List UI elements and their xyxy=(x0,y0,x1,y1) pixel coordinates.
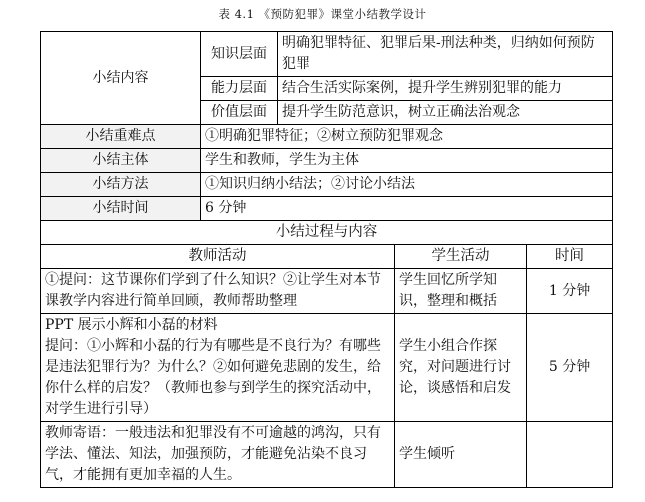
info-value: ①明确犯罪特征；②树立预防犯罪观念 xyxy=(201,125,613,149)
activity-time: 1 分钟 xyxy=(527,269,613,314)
info-label: 小结时间 xyxy=(41,197,201,221)
info-value: 6 分钟 xyxy=(201,197,613,221)
student-activity: 学生倾听 xyxy=(395,422,527,488)
knowledge-row xyxy=(41,32,613,77)
level-label: 价值层面 xyxy=(201,101,278,125)
teacher-activity xyxy=(41,314,395,422)
info-row xyxy=(41,149,613,173)
student-activity-header: 学生活动 xyxy=(395,245,527,269)
student-activity: 学生回忆所学知识，整理和概括 xyxy=(395,269,527,314)
info-value: ①知识归纳小结法；②讨论小结法 xyxy=(201,173,613,197)
info-value: 学生和教师，学生为主体 xyxy=(201,149,613,173)
process-title: 小结过程与内容 xyxy=(41,221,613,245)
table-caption: 表 4.1 《预防犯罪》课堂小结教学设计 xyxy=(218,7,427,21)
info-row xyxy=(41,125,613,149)
teacher-activity-text: 提问：①小辉和小磊的行为有哪些是不良行为？有哪些是违法犯罪行为？为什么？②如何避免悲剧的发生，给你什么样的启发？（教师也参与到学生的探究活动中，对学生进行引导） xyxy=(45,338,381,417)
info-label: 小结方法 xyxy=(41,173,201,197)
info-label: 小结主体 xyxy=(41,149,201,173)
process-row xyxy=(41,269,613,314)
teacher-activity: ①提问：这节课你们学到了什么知识？②让学生对本节课教学内容进行简单回顾，教师帮助整理 xyxy=(41,269,395,314)
teacher-activity: 教师寄语：一般违法和犯罪没有不可逾越的鸿沟，只有学法、懂法、知法，加强预防，才能避免沾染不良习气，才能拥有更加幸福的人生。 xyxy=(41,422,395,488)
info-row xyxy=(41,173,613,197)
process-row xyxy=(41,314,613,422)
info-row xyxy=(41,197,613,221)
activity-time xyxy=(527,422,613,488)
level-label: 能力层面 xyxy=(201,77,278,101)
time-header: 时间 xyxy=(527,245,613,269)
teacher-activity-header: 教师活动 xyxy=(41,245,395,269)
level-content: 提升学生防范意识，树立正确法治观念 xyxy=(278,101,613,125)
info-label: 小结重难点 xyxy=(41,125,201,149)
teacher-activity-title: PPT 展示小辉和小磊的材料 xyxy=(45,317,218,333)
activity-time: 5 分钟 xyxy=(527,314,613,422)
student-activity: 学生小组合作探究，对问题进行讨论，谈感悟和启发 xyxy=(395,314,527,422)
process-header-row xyxy=(41,245,613,269)
level-content: 结合生活实际案例，提升学生辨别犯罪的能力 xyxy=(278,77,613,101)
level-label: 知识层面 xyxy=(201,32,278,77)
summary-content-label: 小结内容 xyxy=(41,32,201,125)
level-content: 明确犯罪特征、犯罪后果-刑法种类，归纳如何预防犯罪 xyxy=(278,32,613,77)
process-title-row xyxy=(41,221,613,245)
summary-design-table xyxy=(40,31,613,488)
process-row xyxy=(41,422,613,488)
